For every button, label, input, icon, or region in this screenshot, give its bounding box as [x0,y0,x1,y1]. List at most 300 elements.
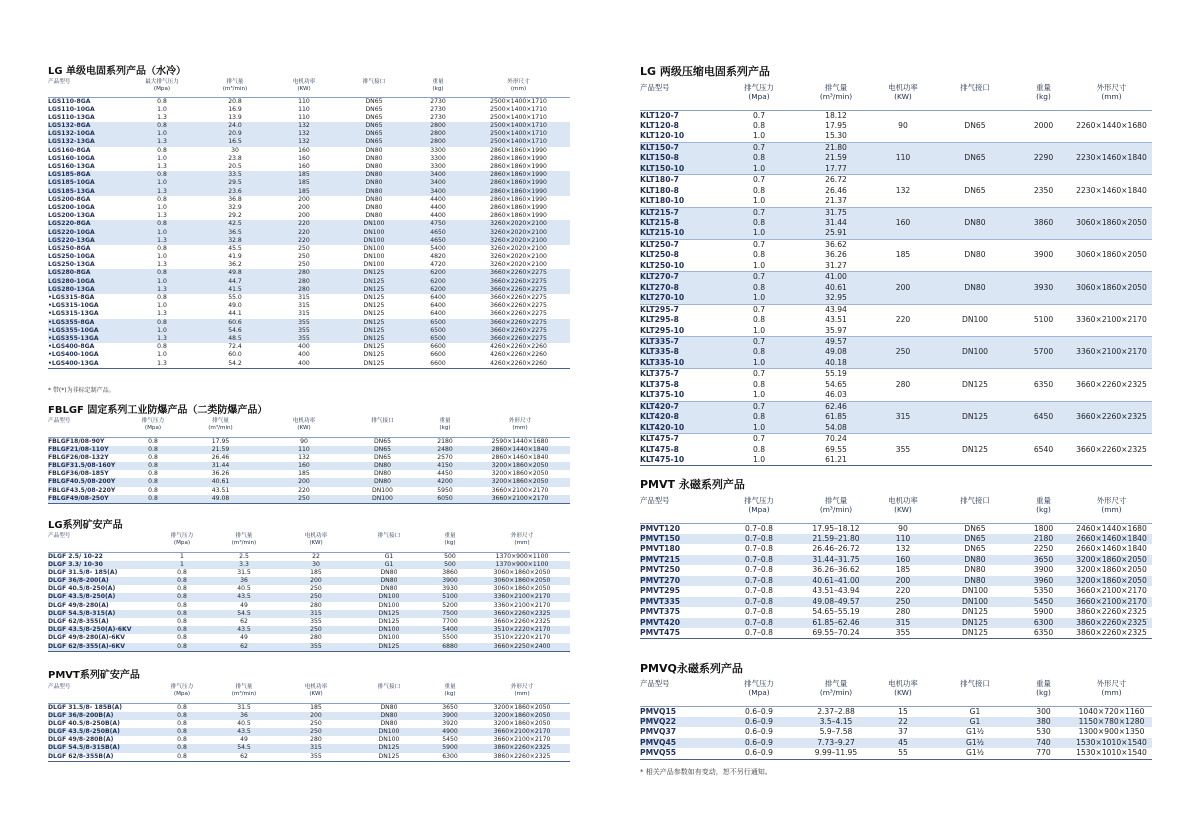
model-cell: KLT375-10 [640,390,685,400]
table-row [48,319,570,327]
value-cell: 31.44 [178,462,263,470]
value-cell: 5450 [1016,597,1071,607]
value-cell: 1.0 [123,229,201,237]
value-cell: 31.44 [800,218,872,228]
value-cell: 1.0 [752,131,766,141]
value-cell: 1.0 [718,423,800,434]
value-cell: 3660×2260×2275 [490,310,547,318]
value-cell: 0.7 [718,207,800,218]
column-header: 外形尺寸 (mm) [1096,679,1127,698]
value-cell: 1.0 [752,260,766,270]
value-cell: 49.08 [178,495,263,504]
value-cell: 1.3 [123,286,201,294]
model-cell: PMVT120 [640,523,681,533]
value-cell: 3360×2100×2170 [1076,315,1147,325]
value-cell: 400 [298,359,310,367]
model-cell: LGS280-8GA [48,269,123,277]
value-cell: 2860×1860×1990 [490,212,547,220]
value-cell: 0.8 [156,712,208,720]
value-cell: 6350 [1033,379,1054,389]
value-cell: 0.8 [123,269,201,277]
value-cell: 35.97 [825,325,847,335]
value-cell: 69.55–70.24 [812,628,860,638]
value-cell: 49 [240,634,248,642]
table-row [48,278,570,286]
table-row [48,220,570,228]
column-header: 电机功率 (KW) [888,83,918,102]
value-cell: 3200×1860×2050 [470,462,570,470]
value-cell: 3260×2020×2100 [467,229,570,237]
value-cell: 6450 [1016,401,1071,433]
pmvq-section-title: PMVQ永磁系列产品 [640,662,743,675]
value-cell: 2860×1440×1840 [470,446,570,454]
value-cell: DN65 [339,122,409,130]
value-cell: 200 [872,272,934,304]
value-cell: 32.95 [800,293,872,304]
value-cell: 0.8 [752,379,766,389]
value-cell: 315 [280,744,352,752]
value-cell: 2860×1860×1990 [490,195,547,203]
value-cell: 0.8 [177,634,187,642]
value-cell: 55.0 [228,294,242,301]
model-cell: DLGF 62/8-355(A) [48,618,109,625]
value-cell: 250 [872,597,934,607]
table-row [640,401,1152,412]
model-cell: LGS280-10GA [48,278,123,286]
value-cell: 2660×1460×1840 [1076,544,1147,554]
table-row [48,188,570,196]
value-cell: 0.8 [157,244,167,252]
value-cell: 1.0 [718,358,800,369]
value-cell: 16.9 [228,105,242,113]
value-cell: 3200×1860×2050 [1071,576,1152,586]
table-row [48,437,570,446]
table-row [48,97,570,106]
value-cell: 5900 [426,744,474,752]
pmvtmine-table-header [48,684,570,703]
value-cell: 0.8 [718,347,800,357]
column-header: 最大排气压力 (Mpa) [145,79,179,92]
value-cell: 2230×1460×1840 [1071,142,1152,174]
value-cell: 2.37–2.88 [817,706,855,716]
value-cell: DN100 [352,728,426,736]
model-cell: LGS160-8GA [48,146,91,154]
value-cell: 29.2 [228,212,242,220]
value-cell: 2500×1400×1710 [490,113,547,121]
value-cell: 250 [263,495,345,504]
value-cell: 0.8 [177,736,187,744]
value-cell: 220 [269,237,339,245]
value-cell: 0.7–0.8 [718,555,800,565]
model-cell: DLGF 49/8-280B(A) [48,736,114,744]
value-cell: 4400 [430,212,446,220]
value-cell: 3400 [409,171,467,179]
table-row [48,138,570,146]
value-cell: 3510×2220×2170 [493,634,551,642]
value-cell: 0.8 [177,568,187,576]
column-header: 排气量 (m³/min) [208,418,233,431]
column-header: 产品型号 [48,533,71,539]
value-cell: G1 [934,717,1016,727]
lg-table [48,79,570,369]
value-cell: DN80 [380,568,398,576]
value-cell: 4450 [437,470,453,478]
value-cell: 31.5 [237,703,251,711]
model-cell: KLT120-8 [640,120,679,130]
model-cell: LGS220-13GA [48,237,123,245]
value-cell: 29.5 [201,179,269,187]
value-cell: 3200×1860×2050 [493,719,551,727]
value-cell: 6500 [409,319,467,327]
value-cell: 5.9–7.58 [819,727,853,737]
value-cell: 17.95–18.12 [812,523,860,533]
value-cell: DN65 [373,453,391,461]
value-cell: 2260×1440×1680 [1076,120,1147,130]
value-cell: DN65 [964,523,986,533]
table-row [48,196,570,204]
model-cell: LGS200-10GA [48,203,95,211]
model-cell: LGS110-10GA [48,105,95,113]
value-cell: 21.59–21.80 [800,534,872,544]
value-cell: 5200 [442,601,458,609]
value-cell: DN80 [934,207,1016,239]
value-cell: 0.6–0.9 [718,717,800,727]
value-cell: DN100 [961,315,989,325]
value-cell: DN100 [345,495,420,504]
value-cell: 40.61–41.00 [800,576,872,586]
value-cell: 0.8 [123,319,201,327]
table-row [640,304,1152,315]
value-cell: 0.8 [718,283,800,293]
pmvt-table [640,496,1152,639]
value-cell: DN125 [339,278,409,286]
model-cell: DLGF 43.5/8-250B(A) [48,728,156,736]
value-cell: 30 [231,146,239,154]
value-cell: 3060×1860×2050 [493,568,551,576]
value-cell: 26.46 [825,185,847,195]
value-cell: 3060×1860×2050 [474,577,570,585]
value-cell: G1 [352,561,426,569]
value-cell: 1800 [1033,523,1054,533]
value-cell: 2860×1860×1990 [490,154,547,162]
value-cell: 0.8 [156,610,208,618]
value-cell: 0.7–0.8 [745,607,773,617]
value-cell: 5500 [442,634,458,642]
value-cell: DN125 [934,618,1016,628]
value-cell: 0.7–0.8 [745,565,773,575]
table-row [640,272,1152,283]
value-cell: 2660×1460×1840 [1071,534,1152,544]
value-cell: 0.8 [177,703,187,711]
value-cell: 1.3 [157,163,167,170]
value-cell: 0.7 [718,337,800,348]
value-cell: 3660×2260×2275 [467,278,570,286]
table-row [48,106,570,114]
model-cell: •LGS355-10GA [48,327,123,335]
value-cell: 0.7 [752,369,766,379]
model-cell: DLGF 43.5/8-250(A) [48,593,156,601]
column-header: 排气接口 [362,79,386,85]
value-cell: 0.8 [128,495,178,504]
value-cell: 0.7 [718,142,800,153]
model-cell: KLT375-7 [640,369,679,379]
value-cell: 0.8 [752,250,766,260]
table-row [640,434,1152,445]
value-cell: 0.8 [177,601,187,609]
value-cell: DN100 [352,593,426,601]
value-cell: 0.7–0.8 [745,586,773,596]
table-row [640,717,1152,727]
model-cell: •LGS400-8GA [48,343,95,351]
value-cell: 1150×780×1280 [1071,717,1152,727]
value-cell: DN125 [352,610,426,618]
value-cell: 15 [898,706,908,716]
value-cell: 315 [872,618,934,628]
value-cell: G1 [969,706,981,716]
value-cell: 0.7 [752,110,766,120]
value-cell: 3200×1860×2050 [1076,565,1147,575]
model-cell: KLT215-8 [640,218,718,228]
value-cell: 5900 [1033,607,1054,617]
value-cell: DN80 [934,272,1016,304]
value-cell: 0.8 [177,618,187,625]
value-cell: 280 [310,601,322,609]
model-cell: PMVT215 [640,555,718,565]
value-cell: 0.8 [123,122,201,130]
value-cell: 6050 [420,495,470,504]
value-cell: 49 [240,736,248,744]
table-row [48,343,570,351]
value-cell: 2800 [409,138,467,146]
value-cell: DN65 [964,120,986,130]
column-header: 电机功率 (KW) [888,496,918,515]
model-cell: KLT475-10 [640,455,685,464]
column-header: 重量 (kg) [1036,496,1051,515]
value-cell: 1.0 [157,351,167,359]
value-cell: 22 [312,552,320,560]
value-cell: DN80 [365,154,383,162]
value-cell: 1.0 [718,164,800,175]
column-header: 排气压力 (Mpa) [744,679,774,698]
value-cell: 1.0 [752,196,766,206]
model-cell: KLT180-10 [640,196,685,206]
model-cell: •LGS315-8GA [48,294,95,301]
value-cell: 1.0 [718,228,800,239]
value-cell: DN65 [365,97,383,105]
column-header: 产品型号 [640,679,670,688]
model-cell: KLT475-8 [640,444,679,454]
value-cell: 3900 [426,577,474,585]
value-cell: 60.0 [228,351,242,359]
value-cell: DN100 [339,237,409,245]
value-cell: 6200 [409,286,467,294]
value-cell: 3660×2260×2275 [467,269,570,277]
value-cell: 355 [310,752,322,760]
value-cell: 1370×900×1100 [474,561,570,569]
value-cell: 0.8 [177,752,187,760]
value-cell: 49.08 [800,347,872,357]
value-cell: 2500×1400×1710 [490,105,547,113]
model-cell: LGS110-13GA [48,113,95,121]
column-header: 重量 (kg) [432,79,444,92]
value-cell: 0.8 [148,470,158,478]
value-cell: 5700 [1016,337,1071,369]
value-cell: 36.8 [228,195,242,203]
value-cell: 46.03 [825,390,847,400]
model-cell: PMVT270 [640,576,718,586]
table-row [48,634,570,642]
value-cell: 250 [310,719,322,727]
value-cell: 2180 [437,437,453,445]
value-cell: 3.3 [208,561,280,569]
value-cell: 2500×1400×1710 [467,122,570,130]
value-cell: 31.27 [825,260,847,270]
value-cell: 3660×2260×2325 [1076,444,1147,454]
table-row [640,607,1152,617]
model-cell: KLT295-8 [640,315,679,325]
value-cell: 400 [298,343,310,351]
table-row [640,576,1152,586]
value-cell: 3660×2260×2275 [490,302,547,310]
value-cell: 23.8 [228,154,242,162]
value-cell: 6300 [1016,618,1071,628]
value-cell: DN80 [339,188,409,196]
value-cell: 400 [298,351,310,359]
value-cell: 3400 [409,179,467,187]
value-cell: 0.8 [752,444,766,454]
value-cell: 31.44–31.75 [800,555,872,565]
value-cell: 220 [298,486,310,494]
value-cell: 3660×2260×2325 [493,618,551,625]
klt-table [640,83,1152,466]
column-header: 外形尺寸 (mm) [508,418,532,431]
value-cell: 3660×2100×2170 [474,728,570,736]
value-cell: 0.8 [128,462,178,470]
value-cell: 2860×1860×1990 [467,188,570,196]
column-header: 重量 (kg) [444,533,456,546]
value-cell: 2860×1460×1840 [491,453,549,461]
value-cell: 132 [895,185,911,195]
value-cell: 21.59 [178,446,263,454]
value-cell: 1.0 [157,154,167,162]
value-cell: 3960 [1016,576,1071,586]
value-cell: 49.57 [800,337,872,348]
value-cell: DN80 [365,163,383,170]
table-row [640,748,1152,759]
model-cell: PMVT420 [640,618,718,628]
value-cell: DN80 [339,171,409,179]
value-cell: G1½ [965,748,985,758]
table-row [48,728,570,736]
value-cell: DN65 [365,113,383,121]
lg-table-header [48,79,570,97]
table-row [48,470,570,478]
fblgf-section-title: FBLGF 固定系列工业防爆产品（二类防爆产品） [48,405,268,416]
value-cell: 185 [269,171,339,179]
table-row [48,720,570,728]
value-cell: 18.12 [825,110,847,120]
value-cell: 6600 [430,343,446,351]
table-row [48,703,570,712]
value-cell: 0.7–0.8 [718,534,800,544]
table-row [48,744,570,752]
value-cell: DN100 [934,337,1016,369]
table-row [640,337,1152,348]
value-cell: 250 [872,337,934,369]
model-cell: LGS110-8GA [48,97,91,105]
value-cell: 0.8 [157,97,167,105]
value-cell: DN125 [363,359,385,367]
value-cell: DN80 [365,212,383,220]
lg-section-title: LG 单级电固系列产品（水冷） [48,66,187,77]
value-cell: 3200×1860×2050 [1071,555,1152,565]
value-cell: 6400 [430,294,446,301]
value-cell: 62 [240,752,248,760]
value-cell: DN65 [339,130,409,138]
value-cell: 3660×2100×2170 [493,736,551,744]
value-cell: 40.61 [178,478,263,486]
value-cell: 54.5 [208,744,280,752]
value-cell: 3200×1860×2050 [491,470,549,478]
value-cell: 200 [263,478,345,486]
value-cell: 0.7–0.8 [745,544,773,554]
model-cell: KLT215-7 [640,207,718,218]
value-cell: 24.0 [201,122,269,130]
value-cell: 1.0 [123,327,201,335]
value-cell: 36.5 [201,229,269,237]
value-cell: 0.8 [128,446,178,454]
value-cell: DN125 [378,752,400,760]
value-cell: 2800 [409,130,467,138]
value-cell: 2860×1860×1990 [490,163,547,170]
value-cell: 1.0 [123,278,201,286]
value-cell: 4260×2260×2260 [490,351,547,359]
value-cell: 200 [298,203,310,211]
table-row [640,555,1152,565]
value-cell: 43.51 [825,315,847,325]
value-cell: 185 [310,568,322,576]
value-cell: 4750 [409,220,467,228]
value-cell: 220 [895,586,911,596]
value-cell: 6500 [409,327,467,335]
value-cell: 2860×1860×1990 [467,171,570,179]
value-cell: DN100 [934,597,1016,607]
value-cell: 45 [872,738,934,748]
value-cell: 280 [310,736,322,744]
value-cell: 220 [269,220,339,228]
value-cell: 315 [298,310,310,318]
value-cell: 3860×2260×2325 [1076,607,1147,617]
value-cell: 0.8 [156,577,208,585]
value-cell: 3510×2220×2170 [474,626,570,634]
table-row [48,454,570,462]
value-cell: DN125 [363,343,385,351]
value-cell: 4260×2260×2260 [490,343,547,351]
value-cell: 54.6 [201,327,269,335]
column-header: 排气压力 (Mpa) [744,83,774,102]
lgmine-table [48,533,570,652]
model-cell: KLT150-10 [640,164,718,175]
value-cell: 1.0 [157,105,167,113]
value-cell: 25.91 [800,228,872,239]
model-cell: PMVT475 [640,628,681,638]
value-cell: DN80 [964,565,986,575]
value-cell: 5950 [437,486,453,494]
column-header: 排气压力 (Mpa) [170,684,194,697]
model-cell: KLT270-7 [640,272,718,283]
pmvtmine-table [48,684,570,762]
model-cell: DLGF 31.5/8- 185(A) [48,568,118,576]
